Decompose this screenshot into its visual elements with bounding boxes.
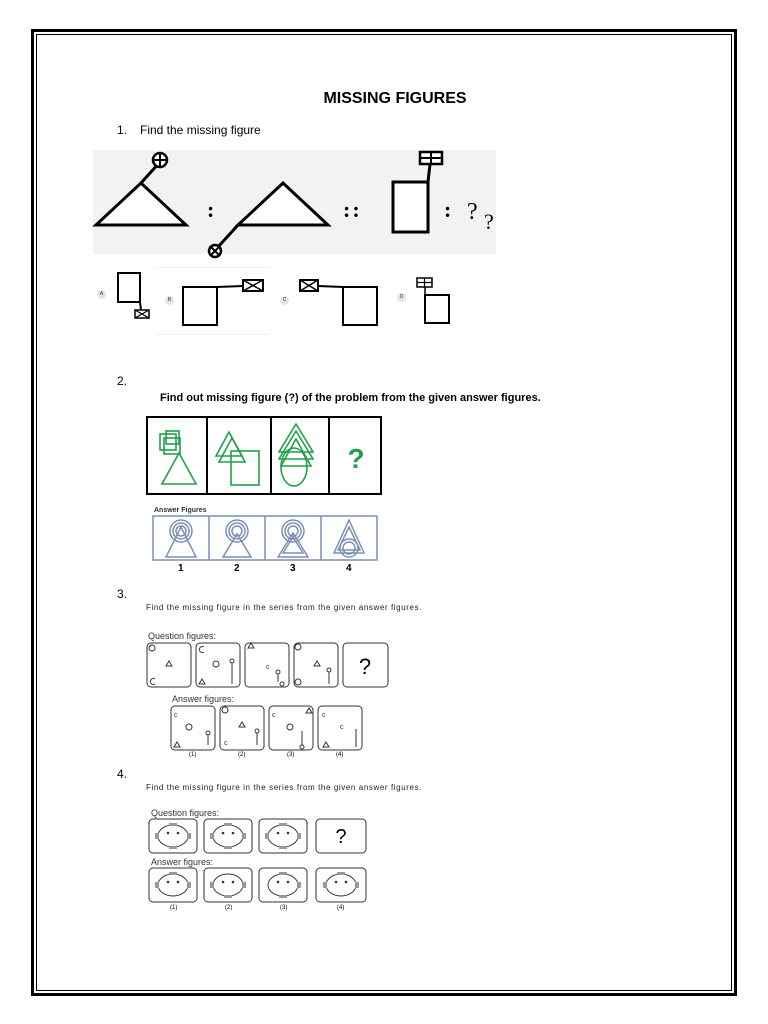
option-a-badge[interactable]: A bbox=[97, 290, 106, 299]
c-glyph: c bbox=[174, 712, 178, 719]
question-1-figure-shapes bbox=[93, 150, 496, 260]
question-2-number: 2. bbox=[117, 374, 128, 388]
question-2-answer-4[interactable]: 4 bbox=[346, 563, 352, 574]
question-4-answer-figures bbox=[148, 867, 370, 905]
question-3-answer-1[interactable]: (1) bbox=[189, 752, 197, 758]
c-glyph: c bbox=[272, 712, 276, 719]
question-4-question-figures bbox=[148, 818, 370, 856]
question-1-option-shapes bbox=[110, 270, 460, 330]
separator-ratio-2: :: bbox=[343, 197, 362, 222]
question-4-text: Find the missing figure in the series from the given answer figures. bbox=[146, 783, 423, 792]
question-1-number: 1. bbox=[117, 123, 128, 137]
question-2-text: Find out missing figure (?) of the problem from the given answer figures. bbox=[160, 392, 541, 404]
page-title: MISSING FIGURES bbox=[323, 90, 467, 107]
separator-ratio-1: : bbox=[207, 197, 215, 222]
question-3-answer-3[interactable]: (3) bbox=[287, 752, 295, 758]
c-glyph: c bbox=[322, 712, 326, 719]
question-4-answer-1[interactable]: (1) bbox=[170, 905, 178, 911]
separator-ratio-3: : bbox=[444, 197, 452, 222]
question-2-answer-2[interactable]: 2 bbox=[234, 563, 240, 574]
question-2-answer-grid bbox=[152, 515, 378, 565]
question-2-missing-mark: ? bbox=[347, 443, 365, 474]
option-d-badge[interactable]: D bbox=[397, 293, 406, 302]
question-3-answer-4[interactable]: (4) bbox=[336, 752, 344, 758]
question-2-answer-3[interactable]: 3 bbox=[290, 563, 296, 574]
question-2-answer-1[interactable]: 1 bbox=[178, 563, 184, 574]
question-1-text: Find the missing figure bbox=[140, 123, 261, 137]
question-4-question-label: Question figures: bbox=[151, 808, 220, 818]
question-mark: ? bbox=[484, 209, 494, 234]
c-glyph: c bbox=[266, 664, 270, 671]
question-4-answer-3[interactable]: (3) bbox=[280, 905, 288, 911]
option-b-badge[interactable]: B bbox=[165, 296, 174, 305]
question-3-missing-mark: ? bbox=[358, 654, 372, 679]
question-4-answer-label: Answer figures: bbox=[151, 857, 214, 867]
question-3-text: Find the missing figure in the series from the given answer figures. bbox=[146, 603, 423, 612]
question-3-question-figures bbox=[146, 642, 391, 690]
question-3-question-label: Question figures: bbox=[148, 631, 217, 641]
question-3-answer-label: Answer figures: bbox=[172, 694, 235, 704]
c-glyph: c bbox=[340, 724, 344, 731]
question-3-answer-figures bbox=[170, 705, 365, 753]
question-3-answer-2[interactable]: (2) bbox=[238, 752, 246, 758]
c-glyph: c bbox=[224, 740, 228, 747]
question-4-missing-mark: ? bbox=[335, 826, 347, 848]
question-3-number: 3. bbox=[117, 587, 128, 601]
question-mark: ? bbox=[467, 199, 478, 225]
question-2-answer-label: Answer Figures bbox=[154, 507, 207, 514]
option-c-badge[interactable]: C bbox=[280, 296, 289, 305]
question-4-number: 4. bbox=[117, 767, 128, 781]
question-4-answer-2[interactable]: (2) bbox=[225, 905, 233, 911]
question-4-answer-4[interactable]: (4) bbox=[337, 905, 345, 911]
question-2-figure-grid bbox=[146, 416, 382, 496]
